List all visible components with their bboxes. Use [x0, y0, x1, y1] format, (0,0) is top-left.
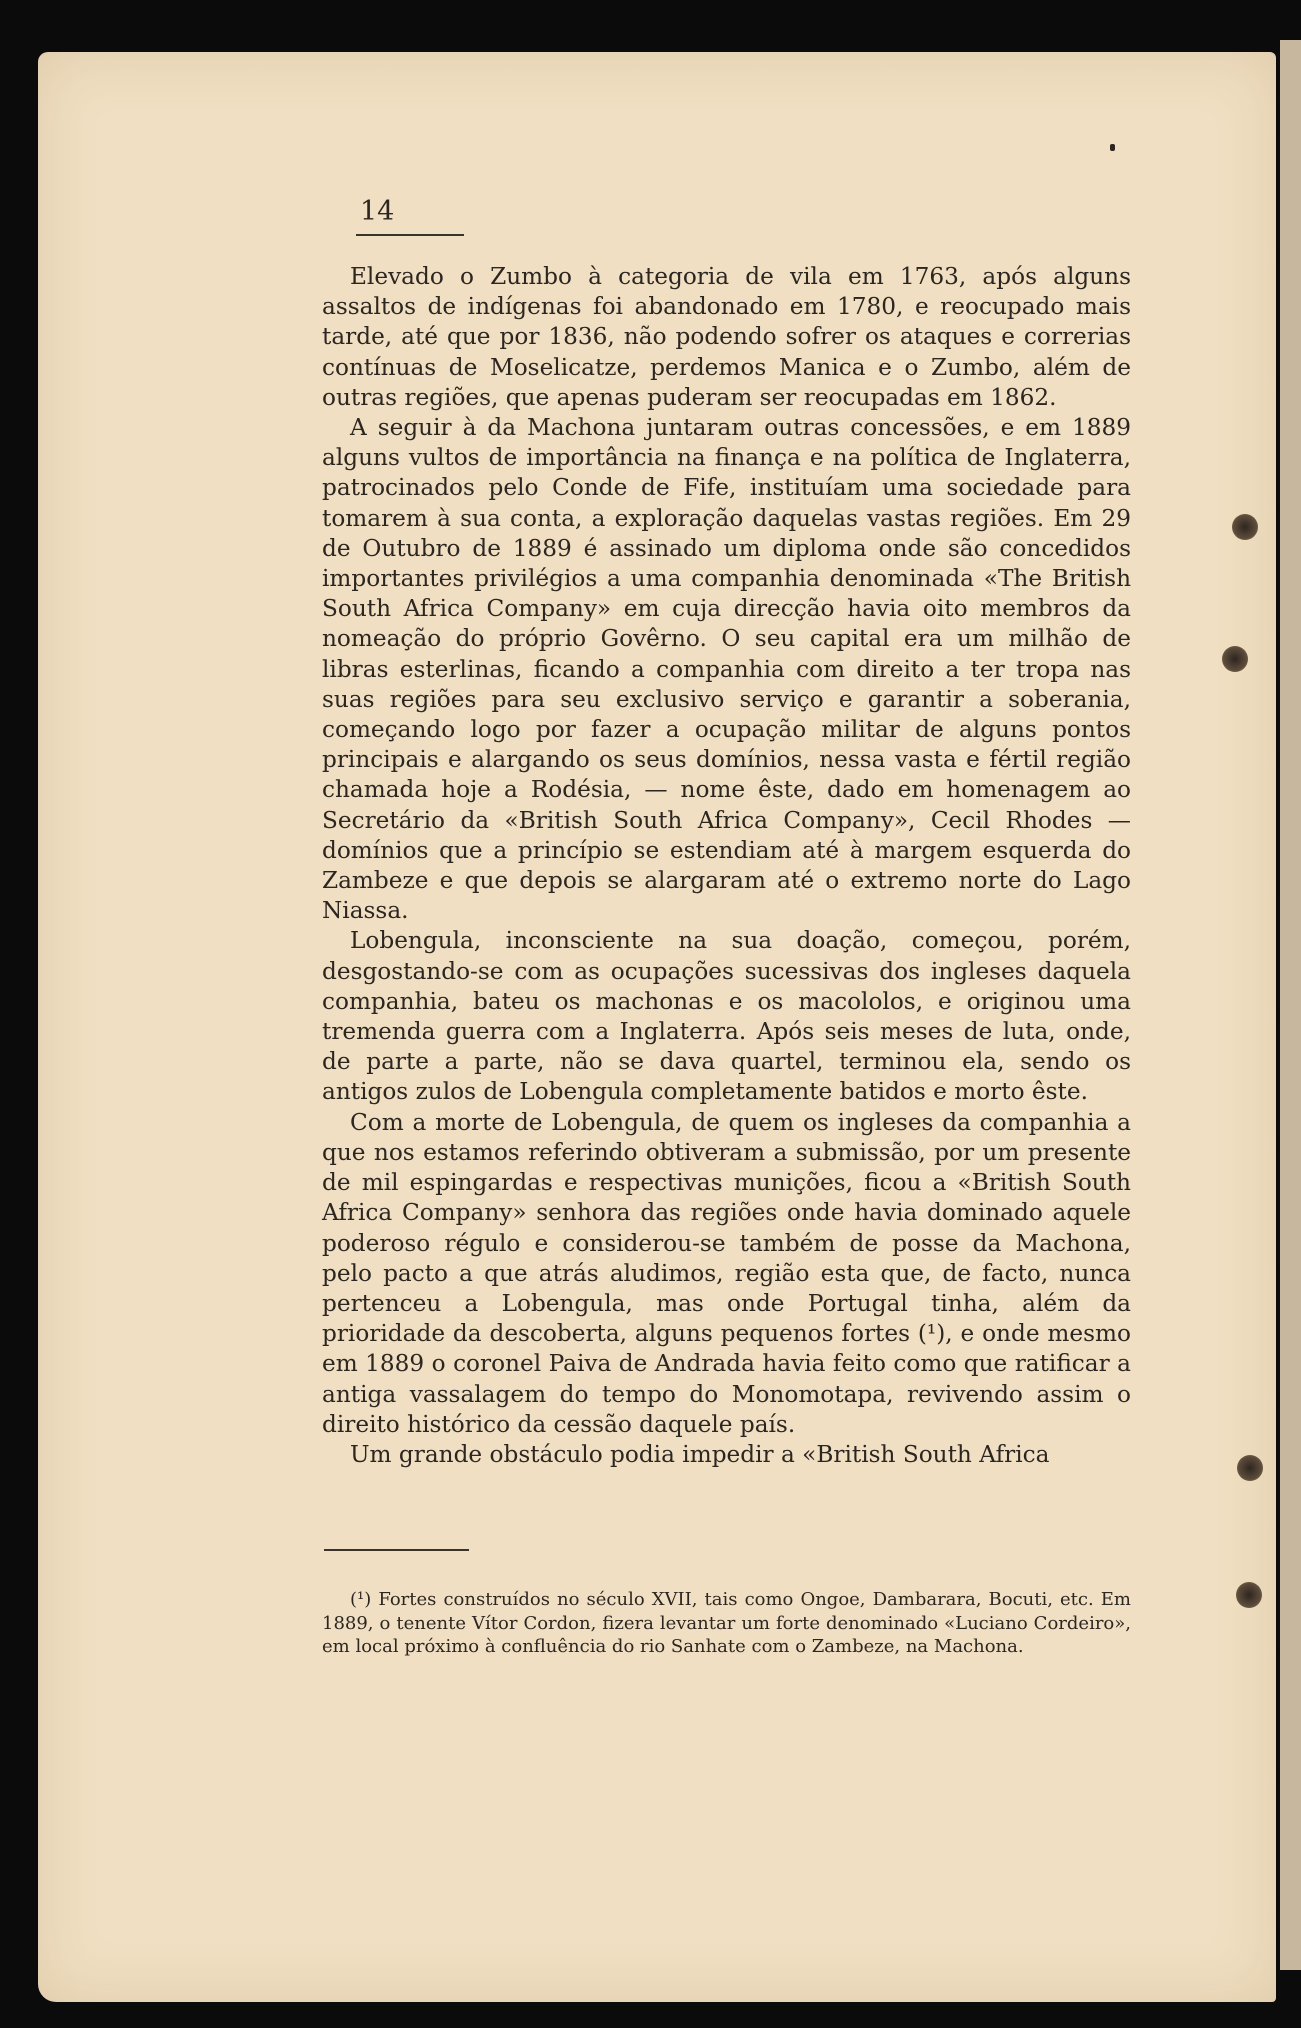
paragraph: Um grande obstáculo podia impedir a «British South Africa — [350, 1440, 1050, 1468]
footnote: (¹) Fortes construídos no século XVII, tais como Ongoe, Dambarara, Bocuti, etc. Em 1889, o tenente Vítor Cordon, fizera levantar um forte denominado «Luciano Cordeiro», em local próximo à confluência do rio Sanhate com o Zambeze, na Machona. — [322, 1589, 1131, 1657]
binding-hole — [1237, 1455, 1263, 1481]
page-number: 14 — [360, 196, 395, 227]
paragraph: Elevado o Zumbo à categoria de vila em 1763, após alguns assaltos de indígenas foi abandonado em 1780, e reocupado mais tarde, até que por 1836, não podendo sofrer os ataques e correrias contínuas de Moselicatze, perdemos Manica e o Zumbo, além de outras regiões, que apenas puderam ser reocupadas em 1862. — [322, 263, 1131, 411]
footnote-rule — [324, 1549, 469, 1551]
page-number-rule — [356, 234, 464, 236]
paragraph: Com a morte de Lobengula, de quem os ingleses da companhia a que nos estamos referindo obtiveram a submissão, por um presente de mil espingardas e respectivas munições, ficou a «British South Africa Company» senhora das regiões onde havia dominado aquele poderoso régulo e considerou-se também de posse da Machona, pelo pacto a que atrás aludimos, região esta que, de facto, nunca pertenceu a Lobengula, mas onde Portugal tinha, além da prioridade da descoberta, alguns pequenos fortes (¹), e onde mesmo em 1889 o coronel Paiva de Andrada havia feito como que ratificar a antiga vassalagem do tempo do Monomotapa, revivendo assim o direito histórico da cessão daquele país. — [322, 1108, 1131, 1438]
paragraph: A seguir à da Machona juntaram outras concessões, e em 1889 alguns vultos de importância na finança e na política de Inglaterra, patrocinados pelo Conde de Fife, instituíam uma sociedade para tomarem à sua conta, a exploração daquelas vastas regiões. Em 29 de Outubro de 1889 é assinado um diploma onde são concedidos importantes privilégios a uma companhia denominada «The British South Africa Company» em cuja direcção havia oito membros da nomeação do próprio Govêrno. O seu capital era um milhão de libras esterlinas, ficando a companhia com direito a ter tropa nas suas regiões para seu exclusivo serviço e garantir a soberania, começando logo por fazer a ocupação militar de alguns pontos principais e alargando os seus domínios, nessa vasta e fértil região chamada hoje a Rodésia, — nome êste, dado em homenagem ao Secretário da «British South Africa Company», Cecil Rhodes — domínios que a princípio se estendiam até à margem esquerda do Zambeze e que depois se alargaram até o extremo norte do Lago Niassa. — [322, 414, 1131, 925]
body-text — [322, 262, 1131, 1470]
ink-speck — [1110, 144, 1115, 151]
binding-hole — [1232, 514, 1258, 540]
paragraph: Lobengula, inconsciente na sua doação, começou, porém, desgostando-se com as ocupações sucessivas dos ingleses daquela companhia, bateu os machonas e os macololos, e originou uma tremenda guerra com a Inglaterra. Após seis meses de luta, onde, de parte a parte, não se dava quartel, terminou ela, sendo os antigos zulos de Lobengula completamente batidos e morto êste. — [322, 927, 1131, 1106]
binding-hole — [1236, 1582, 1262, 1608]
adjacent-page-edge — [1280, 40, 1301, 1970]
binding-hole — [1222, 646, 1248, 672]
